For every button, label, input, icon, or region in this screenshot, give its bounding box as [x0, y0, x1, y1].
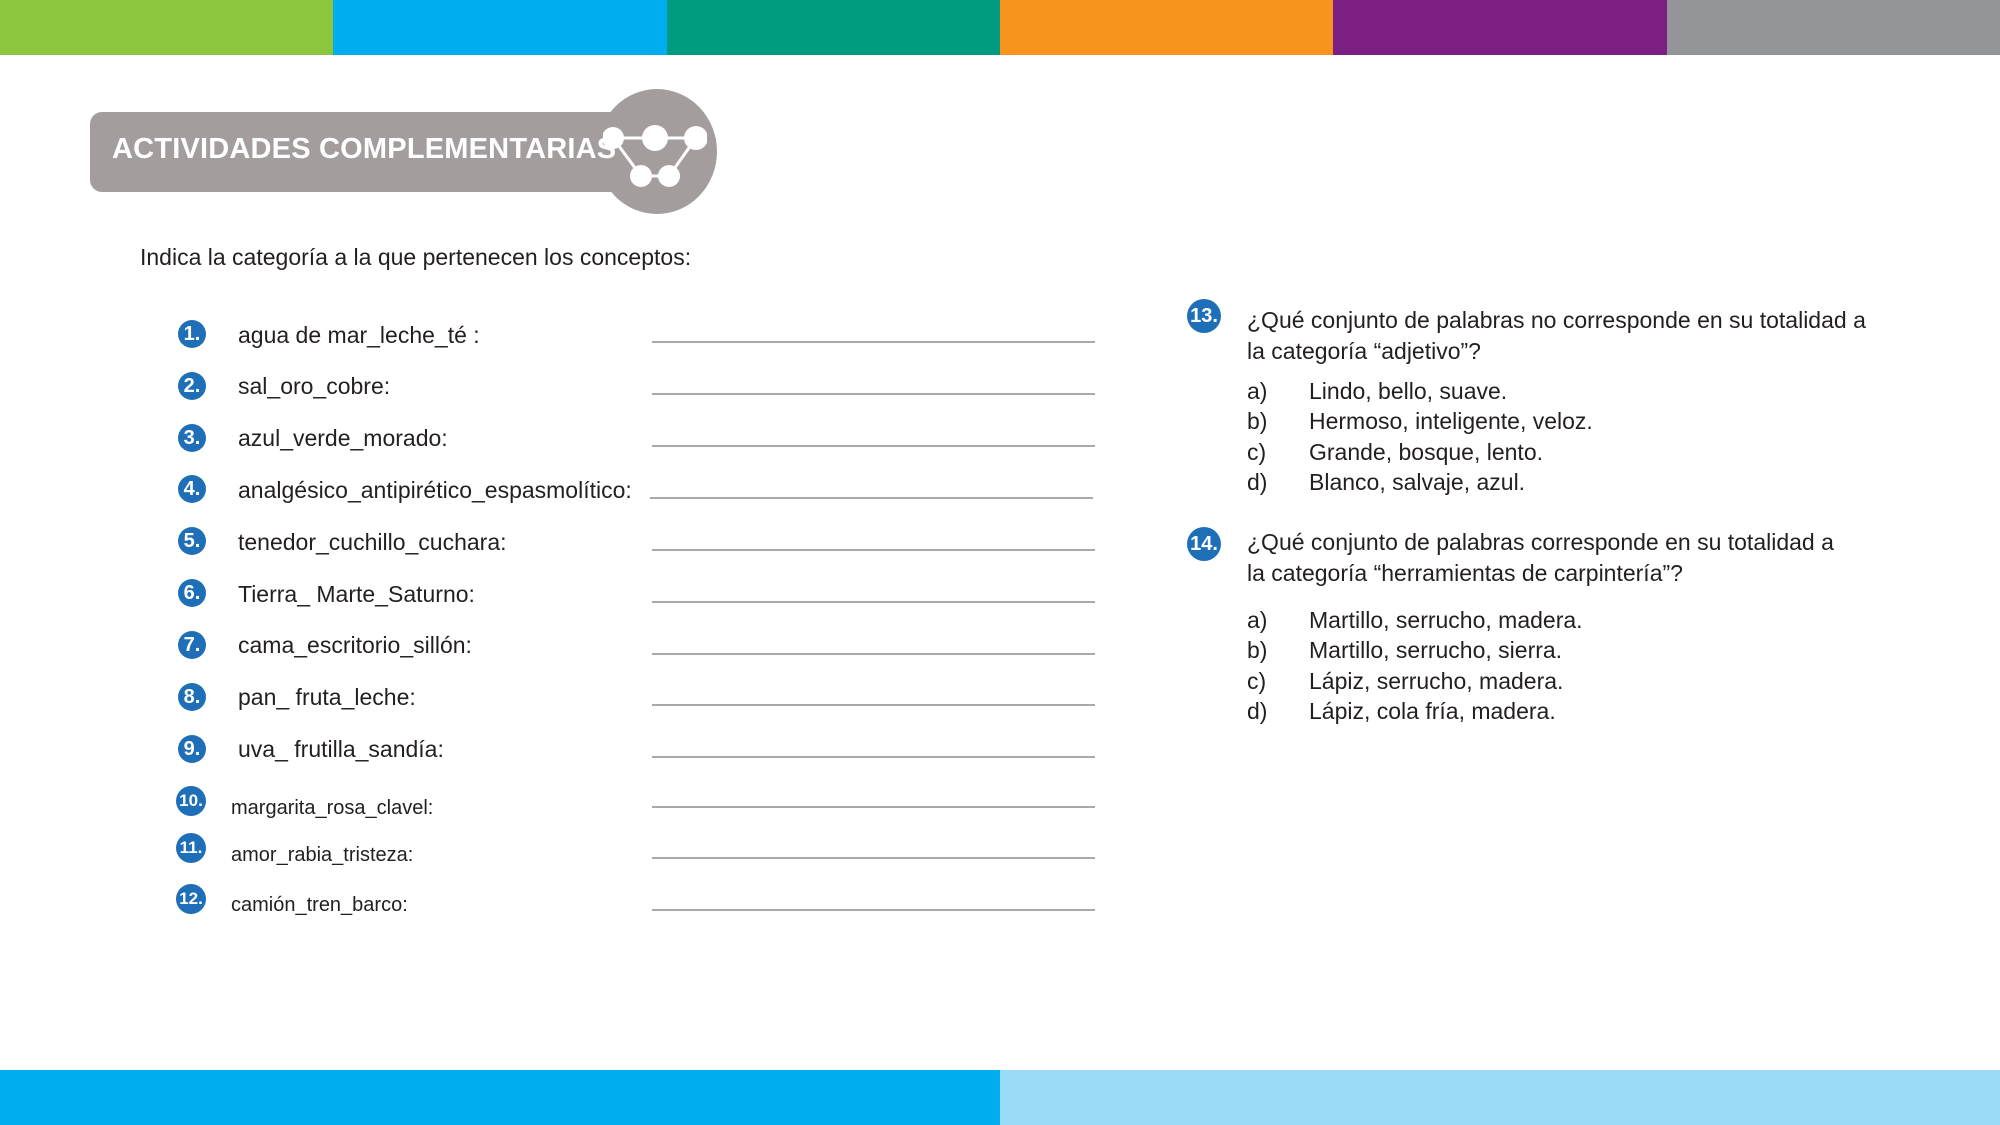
answer-line[interactable]	[652, 653, 1095, 655]
question-text-line1: ¿Qué conjunto de palabras no corresponde en su totalidad a	[1247, 307, 1866, 333]
option-text[interactable]: Martillo, serrucho, madera.	[1309, 607, 1583, 633]
item-label: sal_oro_cobre:	[238, 373, 391, 399]
option-text[interactable]: Lápiz, serrucho, madera.	[1309, 668, 1564, 694]
item-number-badge: 11.	[176, 833, 206, 863]
item-label: amor_rabia_tristeza:	[231, 844, 414, 866]
top-bar-purple	[1333, 0, 1666, 55]
item-number-badge: 10.	[176, 786, 206, 816]
item-label: agua de mar_leche_té :	[238, 322, 480, 348]
option-letter: d)	[1247, 469, 1268, 495]
item-number-badge: 5.	[178, 527, 206, 555]
item-label: azul_verde_morado:	[238, 425, 448, 451]
network-nodes-icon	[603, 118, 707, 194]
question-text-line2: la categoría “herramientas de carpintería”?	[1247, 560, 1683, 586]
item-number-badge: 3.	[178, 424, 206, 452]
option-text[interactable]: Martillo, serrucho, sierra.	[1309, 637, 1563, 663]
item-number-badge: 4.	[178, 475, 206, 503]
top-bar-gray	[1667, 0, 2000, 55]
top-bar-green	[0, 0, 333, 55]
instruction-text: Indica la categoría a la que pertenecen los conceptos:	[140, 244, 692, 270]
item-number-badge: 9.	[178, 735, 206, 763]
question-text-line2: la categoría “adjetivo”?	[1247, 338, 1481, 364]
option-letter: c)	[1247, 439, 1267, 465]
option-text[interactable]: Hermoso, inteligente, veloz.	[1309, 408, 1593, 434]
item-label: Tierra_ Marte_Saturno:	[238, 581, 475, 607]
item-number-badge: 12.	[176, 884, 206, 914]
item-label: camión_tren_barco:	[231, 894, 408, 916]
item-label: margarita_rosa_clavel:	[231, 797, 434, 819]
answer-line[interactable]	[652, 601, 1095, 603]
top-color-bar	[0, 0, 2000, 55]
bottom-bar-blue	[0, 1070, 1000, 1125]
option-letter: b)	[1247, 408, 1268, 434]
top-bar-teal	[667, 0, 1000, 55]
answer-line[interactable]	[652, 704, 1095, 706]
item-label: uva_ frutilla_sandía:	[238, 736, 444, 762]
item-label: tenedor_cuchillo_cuchara:	[238, 529, 507, 555]
item-label: cama_escritorio_sillón:	[238, 632, 472, 658]
item-number-badge: 1.	[178, 320, 206, 348]
answer-line[interactable]	[652, 393, 1095, 395]
answer-line[interactable]	[652, 445, 1095, 447]
item-label: analgésico_antipirético_espasmolítico:	[238, 477, 632, 503]
item-number-badge: 6.	[178, 579, 206, 607]
section-title: ACTIVIDADES COMPLEMENTARIAS	[112, 133, 617, 165]
option-letter: c)	[1247, 668, 1267, 694]
option-text[interactable]: Lindo, bello, suave.	[1309, 378, 1508, 404]
option-text[interactable]: Grande, bosque, lento.	[1309, 439, 1543, 465]
answer-line[interactable]	[652, 857, 1095, 859]
option-letter: b)	[1247, 637, 1268, 663]
option-letter: a)	[1247, 378, 1268, 404]
answer-line[interactable]	[652, 341, 1095, 343]
answer-line[interactable]	[652, 806, 1095, 808]
top-bar-blue	[333, 0, 666, 55]
option-letter: a)	[1247, 607, 1268, 633]
answer-line[interactable]	[652, 909, 1095, 911]
item-number-badge: 7.	[178, 631, 206, 659]
item-number-badge: 8.	[178, 683, 206, 711]
answer-line[interactable]	[652, 756, 1095, 758]
question-number-badge: 13.	[1187, 299, 1221, 333]
option-text[interactable]: Blanco, salvaje, azul.	[1309, 469, 1526, 495]
bottom-bar-lightblue	[1000, 1070, 2000, 1125]
question-number-badge: 14.	[1187, 527, 1221, 561]
item-label: pan_ fruta_leche:	[238, 684, 416, 710]
answer-line[interactable]	[650, 497, 1093, 499]
top-bar-orange	[1000, 0, 1333, 55]
option-letter: d)	[1247, 698, 1268, 724]
answer-line[interactable]	[652, 549, 1095, 551]
bottom-color-bar	[0, 1070, 2000, 1125]
item-number-badge: 2.	[178, 372, 206, 400]
question-text-line1: ¿Qué conjunto de palabras corresponde en su totalidad a	[1247, 529, 1834, 555]
option-text[interactable]: Lápiz, cola fría, madera.	[1309, 698, 1556, 724]
